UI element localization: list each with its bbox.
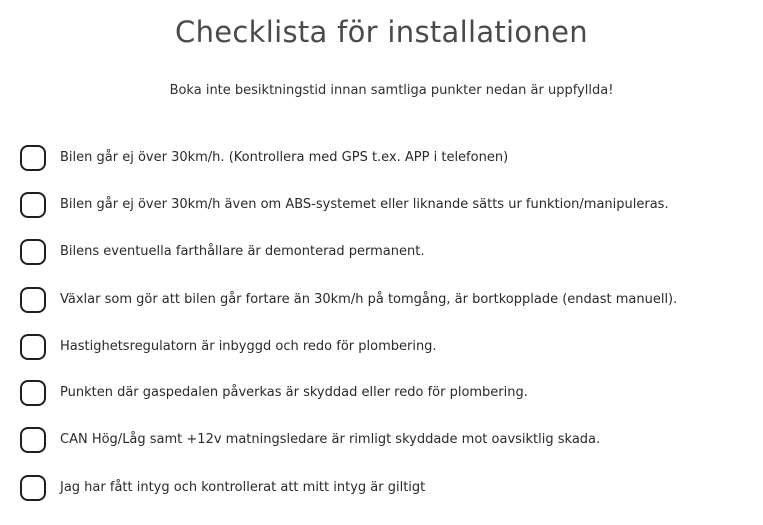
checklist-item[interactable]	[20, 424, 600, 456]
checklist-item-label: Hastighetsregulatorn är inbyggd och redo för plombering.	[60, 339, 437, 354]
checklist-item[interactable]	[20, 189, 669, 221]
checklist-item-label: Bilen går ej över 30km/h även om ABS-systemet eller liknande sätts ur funktion/manipuleras.	[60, 197, 669, 212]
checklist-item[interactable]	[20, 284, 677, 316]
checklist-item[interactable]	[20, 236, 424, 268]
checklist-item[interactable]	[20, 472, 425, 504]
checkbox[interactable]	[20, 239, 46, 265]
checklist-item-label: Punkten där gaspedalen påverkas är skyddad eller redo för plombering.	[60, 385, 528, 400]
checkbox[interactable]	[20, 427, 46, 453]
page-title: Checklista för installationen	[175, 15, 588, 49]
checklist-item-label: Jag har fått intyg och kontrollerat att mitt intyg är giltigt	[60, 480, 426, 495]
checkbox[interactable]	[20, 475, 46, 501]
checklist-item[interactable]	[20, 377, 528, 409]
checklist-item-label: CAN Hög/Låg samt +12v matningsledare är rimligt skyddade mot oavsiktlig skada.	[60, 432, 601, 447]
checklist-item[interactable]	[20, 142, 508, 174]
page-subtitle: Boka inte besiktningstid innan samtliga punkter nedan är uppfyllda!	[169, 83, 614, 98]
checkbox[interactable]	[20, 145, 46, 171]
checkbox[interactable]	[20, 380, 46, 406]
checkbox[interactable]	[20, 334, 46, 360]
checklist-item-label: Bilens eventuella farthållare är demonterad permanent.	[60, 244, 425, 259]
checkbox[interactable]	[20, 192, 46, 218]
checklist-item-label: Växlar som gör att bilen går fortare än 30km/h på tomgång, är bortkopplade (endast manuell).	[60, 292, 678, 307]
checklist-item-label: Bilen går ej över 30km/h. (Kontrollera med GPS t.ex. APP i telefonen)	[60, 150, 509, 165]
checkbox[interactable]	[20, 287, 46, 313]
checklist-item[interactable]	[20, 331, 437, 363]
